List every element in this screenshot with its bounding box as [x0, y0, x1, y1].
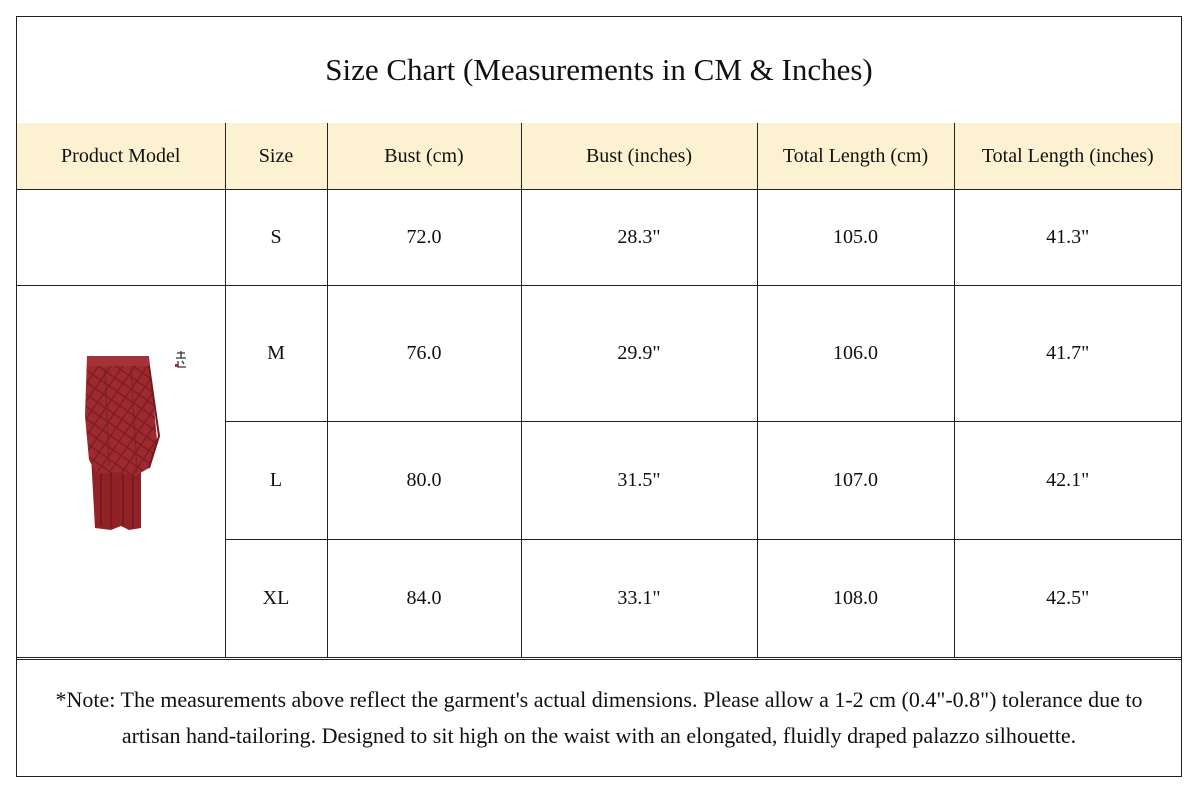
header-size: Size: [225, 123, 327, 190]
bust-cm-cell: 84.0: [327, 540, 521, 658]
size-cell: M: [225, 286, 327, 422]
length-in-cell: 41.7": [954, 286, 1181, 422]
logo-seal-icon: [174, 350, 188, 370]
header-bust-inches: Bust (inches): [521, 123, 757, 190]
header-length-inches: Total Length (inches): [954, 123, 1181, 190]
length-in-cell: 41.3": [954, 190, 1181, 286]
measurement-note: *Note: The measurements above reflect the garment's actual dimensions. Please allow a 1-2 cm (0.4"-0.8") tolerance due to artisan hand-tailoring. Designed to sit high on the waist with an elongated, fluidly draped palazzo silhouette.: [17, 659, 1181, 776]
header-length-cm: Total Length (cm): [757, 123, 954, 190]
bust-in-cell: 28.3": [521, 190, 757, 286]
bust-cm-cell: 76.0: [327, 286, 521, 422]
bust-in-cell: 31.5": [521, 422, 757, 540]
length-in-cell: 42.1": [954, 422, 1181, 540]
size-table: [17, 123, 1181, 658]
length-cm-cell: 105.0: [757, 190, 954, 286]
product-image-cell: [17, 286, 225, 658]
table-row: [17, 286, 1181, 422]
length-cm-cell: 107.0: [757, 422, 954, 540]
length-cm-cell: 106.0: [757, 286, 954, 422]
chart-title: Size Chart (Measurements in CM & Inches): [17, 17, 1181, 124]
product-image: [75, 356, 171, 534]
size-chart: [16, 16, 1182, 777]
bust-in-cell: 33.1": [521, 540, 757, 658]
length-cm-cell: 108.0: [757, 540, 954, 658]
size-cell: S: [225, 190, 327, 286]
bust-in-cell: 29.9": [521, 286, 757, 422]
table-row: [17, 190, 1181, 286]
length-in-cell: 42.5": [954, 540, 1181, 658]
header-bust-cm: Bust (cm): [327, 123, 521, 190]
size-cell: L: [225, 422, 327, 540]
bust-cm-cell: 72.0: [327, 190, 521, 286]
bust-cm-cell: 80.0: [327, 422, 521, 540]
header-product-model: Product Model: [17, 123, 225, 190]
header-row: [17, 123, 1181, 190]
product-cell-empty: [17, 190, 225, 286]
size-cell: XL: [225, 540, 327, 658]
